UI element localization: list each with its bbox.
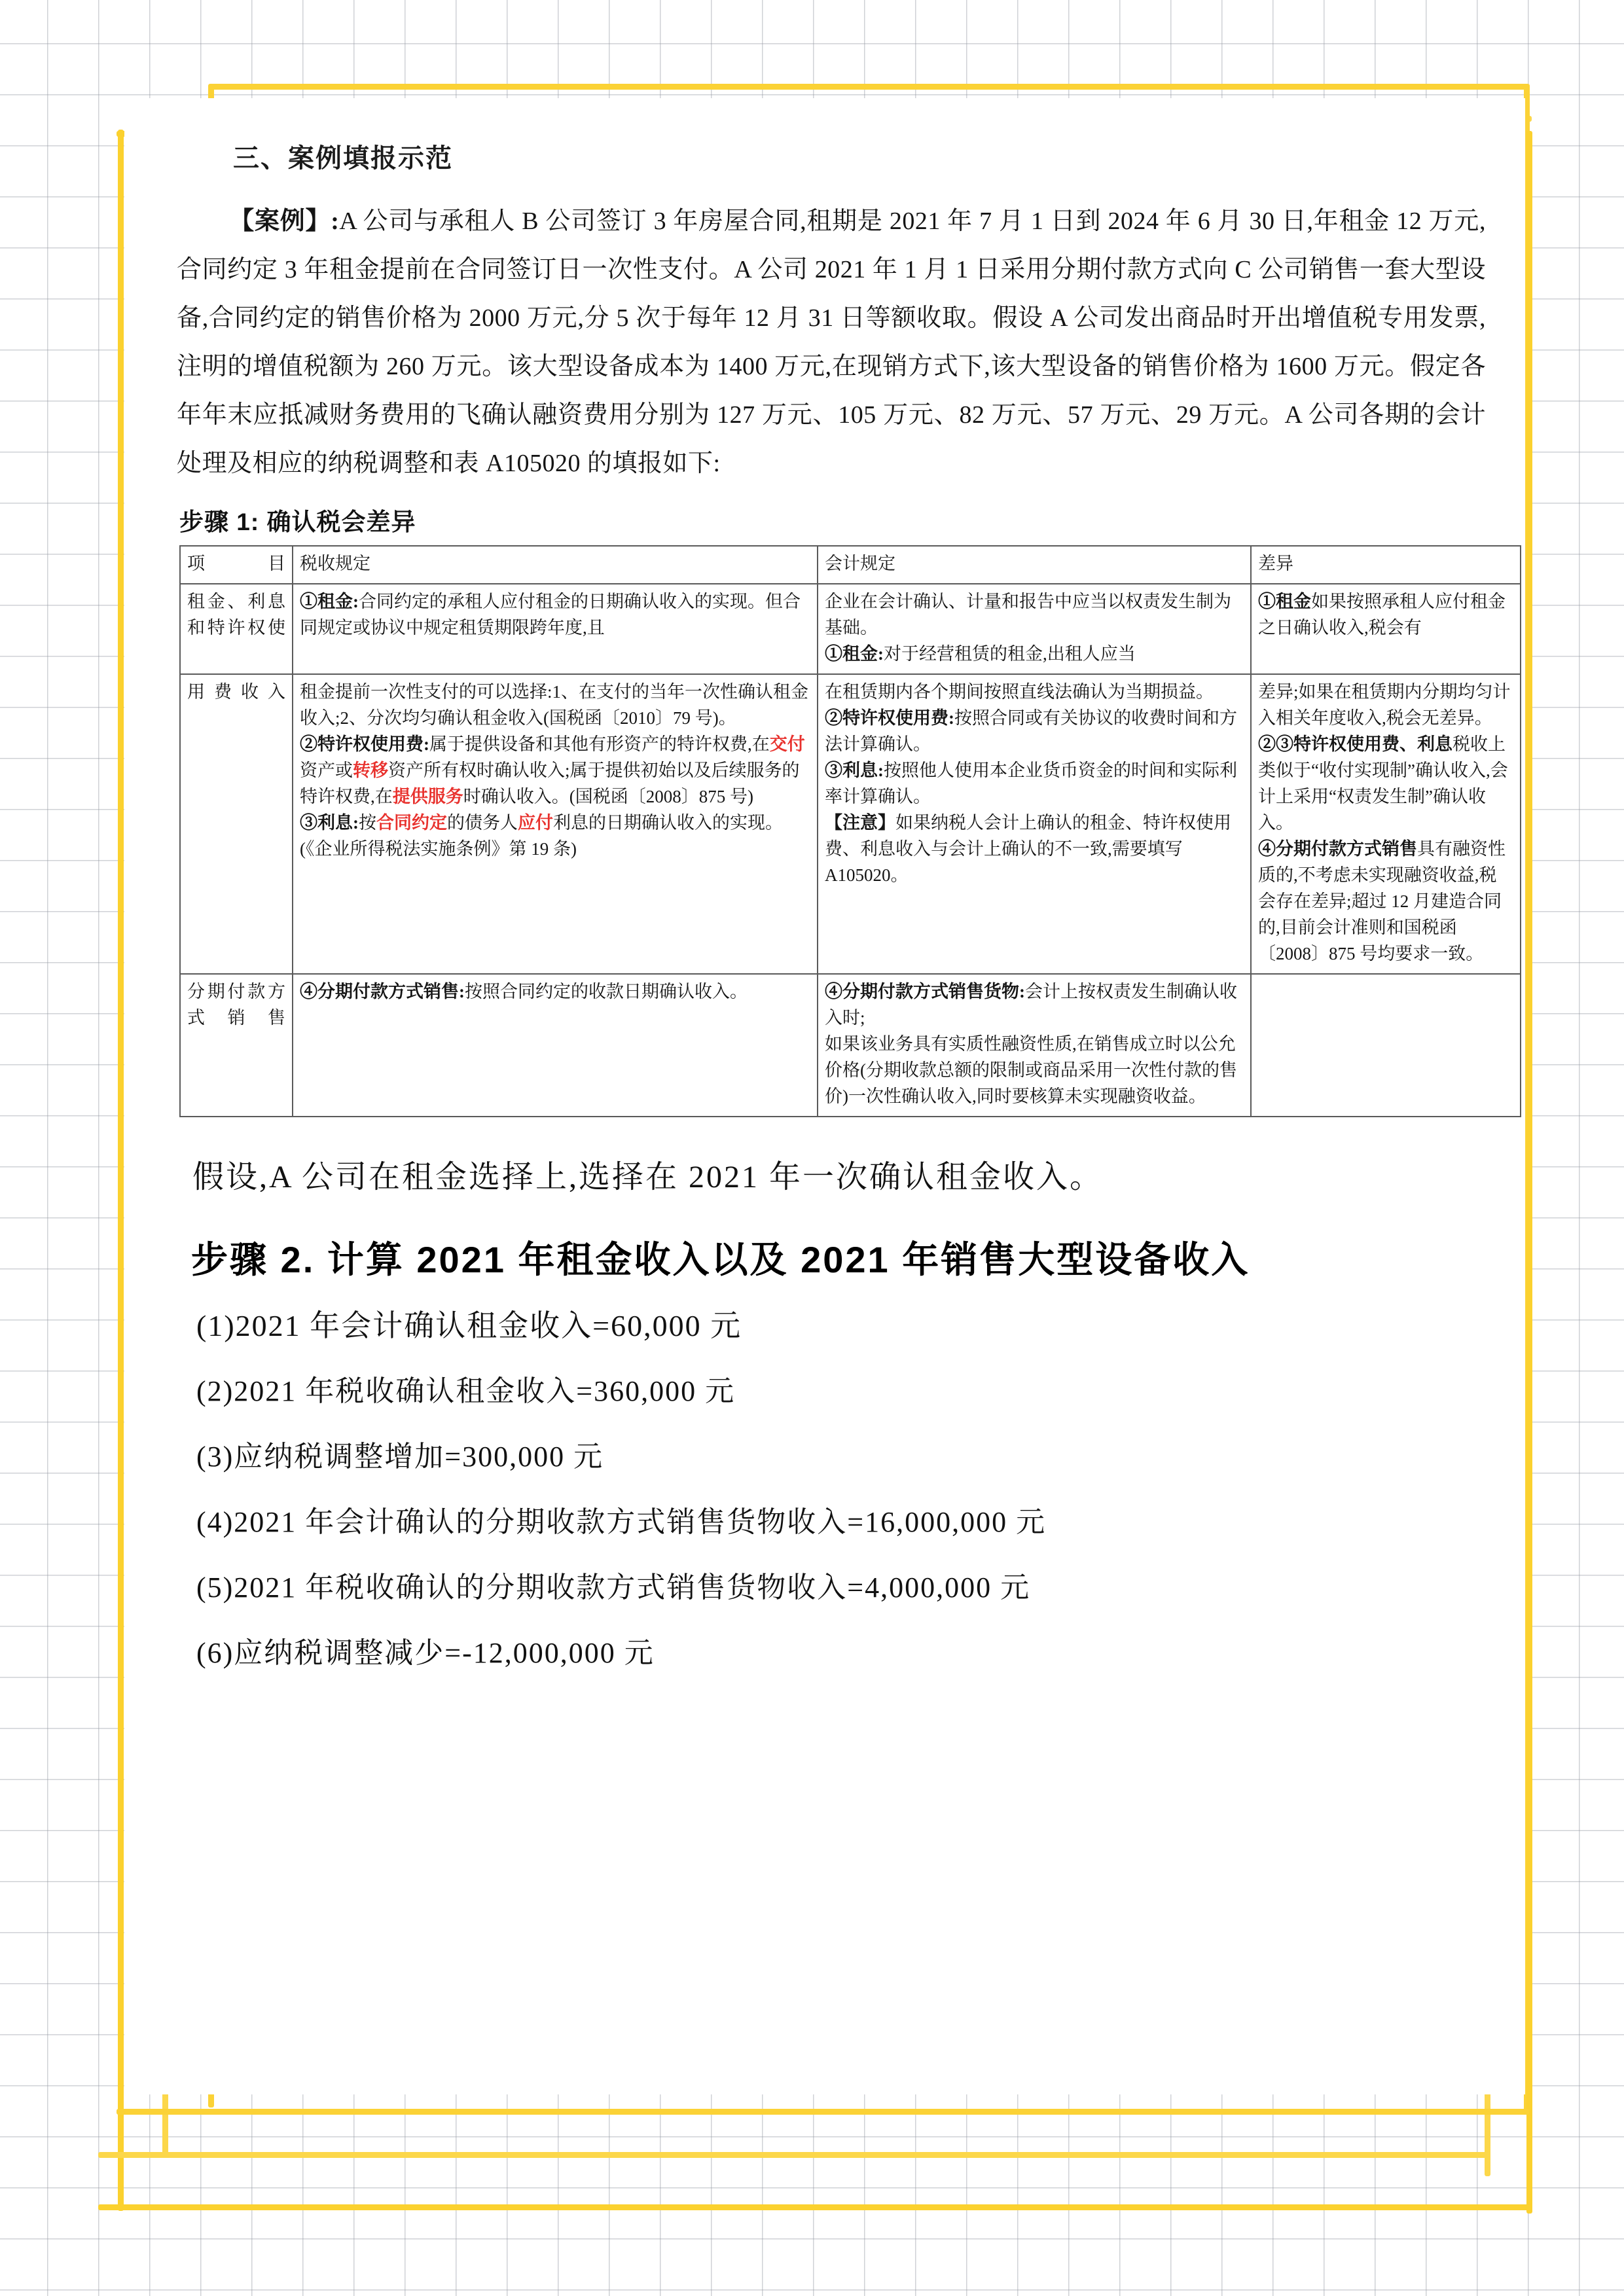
step2-heading: 步骤 2. 计算 2021 年租金收入以及 2021 年销售大型设备收入 bbox=[191, 1239, 1250, 1280]
cell-block: ④分期付款方式销售货物:会计上按权责发生制确认收入时; bbox=[825, 982, 1237, 1028]
cell-block: ①租金如果按照承租人应付租金之日确认收入,税会有 bbox=[1258, 592, 1506, 637]
cell-block: ②特许权使用费:属于提供设备和其他有形资产的特许权费,在交付资产或转移资产所有权时确认收入;属于提供初始以及后续服务的特许权费,在提供服务时确认收入。(国税函〔2008〕875 号) bbox=[300, 734, 805, 806]
cell-block: ④分期付款方式销售:按照合同约定的收款日期确认收入。 bbox=[300, 982, 748, 1001]
cell-block: 【注意】如果纳税人会计上确认的租金、特许权使用费、利息收入与会计上确认的不一致,需要填写 A105020。 bbox=[825, 813, 1231, 885]
highlight-text: 转移 bbox=[353, 761, 388, 780]
page-title: 三、案例填报示范 bbox=[233, 144, 453, 173]
accounting-rule-cell bbox=[818, 584, 1251, 674]
calculation-item: (3)应纳税调整增加=300,000 元 bbox=[196, 1441, 604, 1473]
calculation-item: (5)2021 年税收确认的分期收款方式销售货物收入=4,000,000 元 bbox=[196, 1571, 1031, 1604]
cell-block: ③利息:按照他人使用本企业货币资金的时间和实际利率计算确认。 bbox=[825, 761, 1237, 806]
table-header-cell: 税收规定 bbox=[293, 546, 818, 584]
tax-rule-cell bbox=[293, 674, 818, 974]
block-label: ②特许权使用费: bbox=[300, 734, 429, 754]
block-label: ①租金: bbox=[300, 592, 359, 611]
row-item-cell: 租金、利息和特许权使 bbox=[180, 584, 293, 674]
block-label: ④分期付款方式销售 bbox=[1258, 839, 1417, 859]
case-body: A 公司与承租人 B 公司签订 3 年房屋合同,租期是 2021 年 7 月 1 日到 2024 年 6 月 30 日,年租金 12 万元,合同约定 3 年租金提前在合同签订日一次性支付。A 公司 2021 年 1 月 1 日采用分期付款方式向 C 公司销售一套大型设备,合同约定的销售价格为 2000 万元,分 5 次于每年 12 月 31 日等额收取。假设 A 公司发出商品时开出增值税专用发票,注明的增值税额为 260 万元。该大型设备成本为 1400 万元,在现销方式下,该大型设备的销售价格为 1600 万元。假定各年年末应抵减财务费用的飞确认融资费用分别为 127 万元、105 万元、82 万元、57 万元、29 万元。A 公司各期的会计处理及相应的纳税调整和表 A105020 的填报如下: bbox=[177, 207, 1486, 477]
tax-rule-cell bbox=[293, 584, 818, 674]
cell-block: 租金提前一次性支付的可以选择:1、在支付的当年一次性确认租金收入;2、分次均匀确认租金收入(国税函〔2010〕79 号)。 bbox=[300, 682, 809, 728]
block-label: ②③特许权使用费、利息 bbox=[1258, 734, 1453, 754]
cell-block: ③利息:按合同约定的债务人应付利息的日期确认收入的实现。(《企业所得税法实施条例》第 19 条) bbox=[300, 813, 783, 859]
block-label: ④分期付款方式销售: bbox=[300, 982, 465, 1001]
block-label: ①租金 bbox=[1258, 592, 1311, 611]
calculation-item: (6)应纳税调整减少=-12,000,000 元 bbox=[196, 1637, 655, 1669]
document-sheet bbox=[124, 98, 1525, 2094]
table-row bbox=[180, 974, 1521, 1117]
table-header-cell: 差异 bbox=[1251, 546, 1521, 584]
table-row bbox=[180, 584, 1521, 674]
cell-block: ②③特许权使用费、利息税收上类似于“收付实现制”确认收入,会计上采用“权责发生制”确认收入。 bbox=[1258, 734, 1508, 833]
block-label: ①租金: bbox=[825, 644, 884, 664]
accounting-rule-cell bbox=[818, 674, 1251, 974]
table-header-cell: 项目 bbox=[180, 546, 293, 584]
difference-cell bbox=[1251, 974, 1521, 1117]
cell-block: ①租金:合同约定的承租人应付租金的日期确认收入的实现。但合同规定或协议中规定租赁期限跨年度,且 bbox=[300, 592, 801, 637]
highlight-text: 交付 bbox=[769, 734, 805, 754]
conclusion-text: 假设,A 公司在租金选择上,选择在 2021 年一次确认租金收入。 bbox=[192, 1160, 1104, 1194]
highlight-text: 提供服务 bbox=[392, 787, 463, 806]
cell-block: 如果该业务具有实质性融资性质,在销售成立时以公允价格(分期收款总额的限制或商品采用一次性付款的售价)一次性确认收入,同时要核算未实现融资收益。 bbox=[825, 1034, 1237, 1106]
difference-cell bbox=[1251, 674, 1521, 974]
calculation-item: (4)2021 年会计确认的分期收款方式销售货物收入=16,000,000 元 bbox=[196, 1506, 1047, 1538]
cell-block: 差异;如果在租赁期内分期均匀计入相关年度收入,税会无差异。 bbox=[1258, 682, 1511, 728]
case-label: 【案例】: bbox=[229, 207, 340, 235]
calculation-list bbox=[177, 1303, 1486, 1676]
difference-cell bbox=[1251, 584, 1521, 674]
highlight-text: 合同约定 bbox=[376, 813, 447, 833]
block-label: ③利息: bbox=[825, 761, 884, 780]
case-paragraph bbox=[177, 197, 1486, 488]
block-label: ③利息: bbox=[300, 813, 359, 833]
step1-heading: 步骤 1: 确认税会差异 bbox=[179, 509, 416, 535]
row-item-cell: 分期付款方式销售 bbox=[180, 974, 293, 1117]
table-header-cell: 会计规定 bbox=[818, 546, 1251, 584]
tax-accounting-difference-table bbox=[179, 545, 1521, 1117]
cell-block: ②特许权使用费:按照合同或有关协议的收费时间和方法计算确认。 bbox=[825, 708, 1237, 754]
calculation-item: (2)2021 年税收确认租金收入=360,000 元 bbox=[196, 1375, 736, 1407]
highlight-text: 应付 bbox=[518, 813, 553, 833]
block-label: ②特许权使用费: bbox=[825, 708, 954, 728]
block-label: ④分期付款方式销售货物: bbox=[825, 982, 1025, 1001]
cell-block: ④分期付款方式销售具有融资性质的,不考虑未实现融资收益,税会存在差异;超过 12 月建造合同的,目前会计准则和国税函〔2008〕875 号均要求一致。 bbox=[1258, 839, 1506, 963]
table-header-row bbox=[180, 546, 1521, 584]
tax-rule-cell bbox=[293, 974, 818, 1117]
row-item-cell: 用费收入 bbox=[180, 674, 293, 974]
cell-block: 企业在会计确认、计量和报告中应当以权责发生制为基础。 bbox=[825, 592, 1231, 637]
calculation-item: (1)2021 年会计确认租金收入=60,000 元 bbox=[196, 1309, 742, 1342]
cell-block: ①租金:对于经营租赁的租金,出租人应当 bbox=[825, 644, 1136, 664]
accounting-rule-cell bbox=[818, 974, 1251, 1117]
table-row bbox=[180, 674, 1521, 974]
cell-block: 在租赁期内各个期间按照直线法确认为当期损益。 bbox=[825, 682, 1214, 702]
block-label: 【注意】 bbox=[825, 813, 895, 833]
